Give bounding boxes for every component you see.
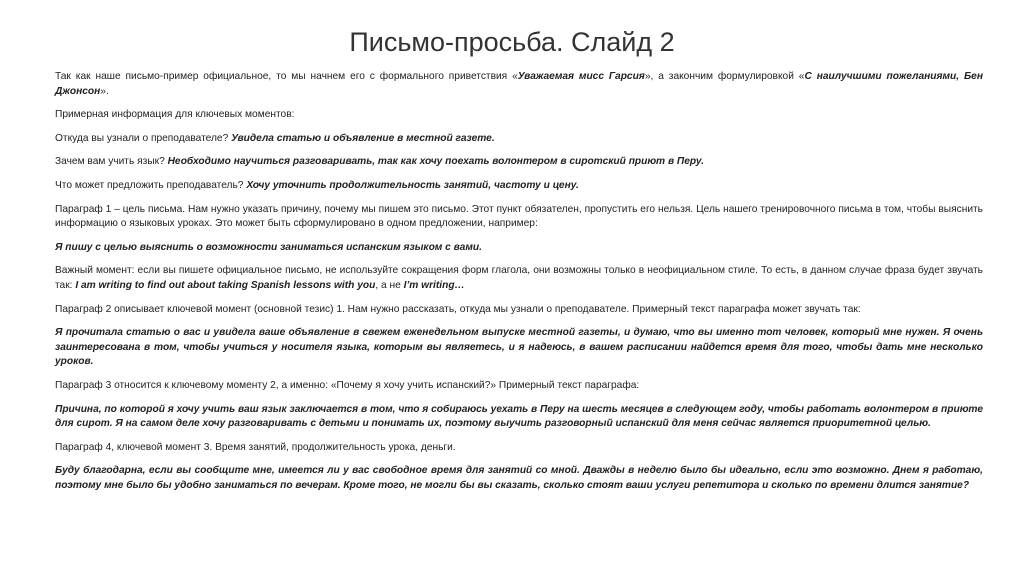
paragraph-4-example: Буду благодарна, если вы сообщите мне, имеется ли у вас свободное время для занятий со мной. Дважды в неделю было бы идеально, если это возможно. Днем я работаю, поэтому мне было бы удобно заниматься по вечерам. Кроме того, не могли бы вы сказать, сколько стоят ваши услуги репетитора и сколько по времени длится занятие? [55,465,983,491]
paragraph-4-description: Параграф 4, ключевой момент 3. Время занятий, продолжительность урока, деньги. [55,441,456,453]
important-note: Важный момент: если вы пишете официальное письмо, не используйте сокращения форм глагола, они возможны только в неофициальном стиле. То есть, в данном случае фраза будет звучать так: I am writing to find out about taking Spanish lessons with you, а не I’m writing… [55,265,983,291]
slide-body [55,70,983,502]
paragraph-2-description: Параграф 2 описывает ключевой момент (основной тезис) 1. Нам нужно рассказать, откуда мы узнали о преподавателе. Примерный текст параграфа может звучать так: [55,303,861,315]
closing-phrase: С наилучшими пожеланиями, Бен Джонсон [55,71,984,97]
key-point-reason: Зачем вам учить язык? Необходимо научиться разговаривать, так как хочу поехать волонтером в сиротский приют в Перу. [55,156,704,168]
paragraph-3-description: Параграф 3 относится к ключевому моменту 2, а именно: «Почему я хочу учить испанский?» Примерный текст параграфа: [55,379,640,391]
paragraph-1-description: Параграф 1 – цель письма. Нам нужно указать причину, почему мы пишем это письмо. Этот пункт обязателен, пропустить его нельзя. Цель нашего тренировочного письма в том, чтобы выяснить информацию о языковых уроках. Это может быть сформулировано в одном предложении, например: [55,203,983,230]
paragraph-3-example: Причина, по которой я хочу учить ваш язык заключается в том, что я собираюсь уехать в Перу на шесть месяцев в следующем году, чтобы работать волонтером в приюте для сирот. Я на самом деле хочу разговаривать с детьми и понимать их, поэтому выучить разговорный испанский для меня сейчас является приоритетной целью. [55,403,983,430]
intro-paragraph: Так как наше письмо-пример официальное, то мы начнем его с формального приветствия «Уважаемая мисс Гарсия», а закончим формулировкой «С наилучшими пожеланиями, Бен Джонсон». [55,71,984,97]
key-point-source: Откуда вы узнали о преподавателе? Увидела статью и объявление в местной газете. [55,132,495,144]
key-points-heading: Примерная информация для ключевых моментов: [55,109,295,121]
slide-title: Письмо-просьба. Слайд 2 [349,27,675,57]
paragraph-1-example: Я пишу с целью выяснить о возможности заниматься испанским языком с вами. [55,241,482,253]
paragraph-2-example: Я прочитала статью о вас и увидела ваше объявление в свежем еженедельном выпуске местной газеты, и думаю, что вы именно тот человек, который мне нужен. Я очень заинтересована в том, чтобы учиться у носителя языка, которым вы являетесь, и я надеюсь, в вашем расписании найдется время для того, чтобы дать мне несколько уроков. [55,327,983,368]
greeting-phrase: Уважаемая мисс Гарсия [517,71,645,82]
key-point-offer: Что может предложить преподаватель? Хочу уточнить продолжительность занятий, частоту и цену. [55,179,579,191]
